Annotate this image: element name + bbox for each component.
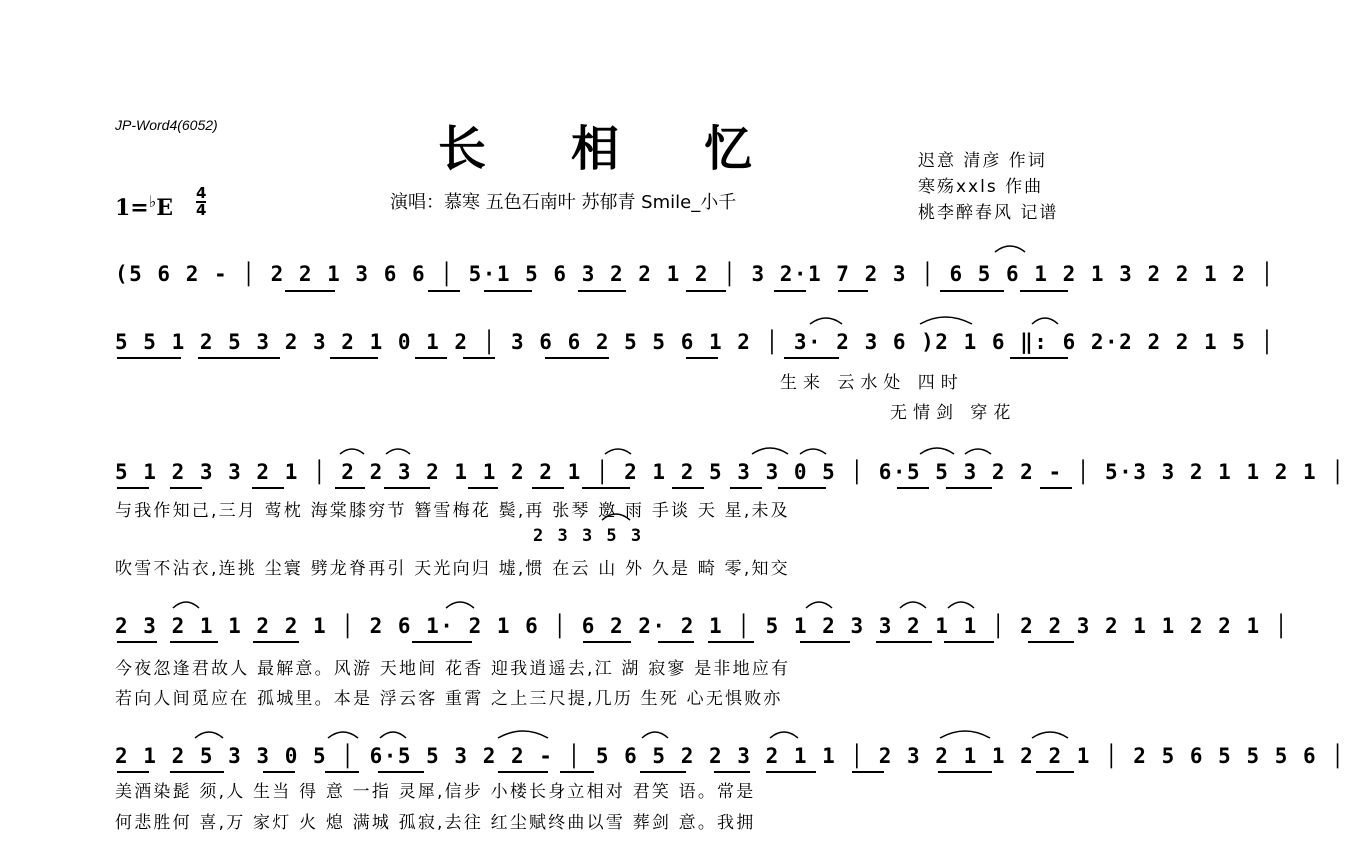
- slur: [810, 318, 842, 324]
- score-line-3: 5 1 2 3 3 2 1 │ 2 2 3 2 1 1 2 2 1 │ 2 1 2 5 3 3 0 5 │ 6·5 5 3 2 2 - │ 5·3 3 2 1 1 2 1 │: [115, 460, 1345, 484]
- lyricist-credit: 迟意 清彦 作词: [918, 151, 1047, 171]
- beam: [170, 641, 218, 643]
- score-line-4: 2 3 2 1 1 2 2 1 │ 2 6 1· 2 1 6 │ 6 2 2· 2 1 │ 5 1 2 3 3 2 1 1 │ 2 2 3 2 1 1 2 2 1 │: [115, 614, 1289, 638]
- beam: [1028, 641, 1074, 643]
- beam: [766, 771, 816, 773]
- singer-line: 演唱：慕寒 五色石南叶 苏郁青 Smile_小千: [390, 192, 737, 213]
- beam: [582, 487, 630, 489]
- score-line-1: (5 6 2 - │ 2 2 1 3 6 6 │ 5·1 5 6 3 2 2 1 2 │ 3 2·1 7 2 3 │ 6 5 6 1 2 1 3 2 2 1 2 │: [115, 262, 1275, 286]
- beam: [560, 771, 594, 773]
- transcriber-credit: 桃李醉春风 记谱: [918, 203, 1059, 223]
- time-signature: [196, 186, 206, 218]
- slur: [920, 317, 972, 324]
- line4-lyric-2: 若向人间觅应在 孤城里。本是 浮云客 重霄 之上三尺提,几历 生死 心无惧败亦: [115, 689, 783, 709]
- slur: [195, 732, 223, 738]
- beam: [658, 641, 694, 643]
- beam: [583, 641, 631, 643]
- line2-lyric-2: 无情剑 穿花: [890, 403, 1017, 423]
- slur: [920, 448, 954, 454]
- line3-alt-notes: 2 3 3 5 3: [533, 526, 644, 546]
- slur: [328, 732, 358, 738]
- beam: [838, 290, 868, 292]
- song-title: 长相忆: [438, 121, 838, 177]
- slur: [605, 449, 631, 454]
- beam: [117, 487, 149, 489]
- beam: [252, 487, 284, 489]
- beam: [938, 771, 992, 773]
- key-signature: [115, 192, 173, 221]
- beam: [774, 290, 806, 292]
- slur: [173, 602, 199, 608]
- beam: [940, 290, 1004, 292]
- score-line-2: 5 5 1 2 5 3 2 3 2 1 0 1 2 │ 3 6 6 2 5 5 6 1 2 │ 3· 2 3 6 )2 1 6 ‖: 6 2·2 2 2 1 5 │: [115, 330, 1275, 354]
- beam: [578, 290, 626, 292]
- beam: [468, 487, 498, 489]
- beam: [285, 290, 335, 292]
- slur: [380, 732, 406, 738]
- beam: [253, 641, 299, 643]
- beam: [325, 771, 359, 773]
- line4-lyric-1: 今夜忽逢君故人 最解意。风游 天地间 花香 迎我逍遥去,江 湖 寂寥 是非地应有: [115, 659, 791, 679]
- beam: [672, 487, 704, 489]
- beam: [1036, 771, 1074, 773]
- beam: [170, 771, 224, 773]
- beam: [686, 357, 718, 359]
- beam: [1010, 357, 1068, 359]
- slur: [642, 732, 668, 738]
- line3-lyric-2: 吹雪不沾衣,连挑 尘寰 劈龙脊再引 天光向归 墟,惯 在云 山 外 久是 畸 零,知交: [115, 559, 790, 579]
- slur: [900, 602, 926, 608]
- beam: [800, 641, 850, 643]
- beam: [1040, 487, 1072, 489]
- beam: [415, 357, 447, 359]
- beam: [897, 487, 929, 489]
- beam: [117, 357, 181, 359]
- beam: [1020, 290, 1068, 292]
- beam: [532, 487, 564, 489]
- slur: [965, 449, 991, 454]
- beam: [545, 357, 609, 359]
- slur: [386, 449, 410, 454]
- composer-credit: 寒殇xxls 作曲: [918, 177, 1044, 197]
- beam: [428, 290, 460, 292]
- beam: [944, 641, 994, 643]
- slur: [498, 731, 548, 738]
- slur: [948, 602, 974, 608]
- slur: [1032, 732, 1068, 738]
- line2-lyric-1: 生来 云水处 四时: [780, 373, 964, 393]
- beam: [384, 487, 430, 489]
- beam: [778, 487, 826, 489]
- meter-top: 4: [196, 184, 207, 202]
- slur: [446, 602, 474, 608]
- slur: [340, 449, 364, 454]
- key-label: 1=: [115, 195, 149, 221]
- score-line-5: 2 1 2 5 3 3 0 5 │ 6·5 5 3 2 2 - │ 5 6 5 2 2 3 2 1 1 │ 2 3 2 1 1 2 2 1 │ 2 5 6 5 5 5 6 │: [115, 744, 1345, 768]
- beam: [852, 771, 884, 773]
- line5-lyric-1: 美酒染髭 须,人 生当 得 意 一指 灵犀,信步 小楼长身立相对 君笑 语。常是: [115, 782, 756, 802]
- flat-sign: ♭: [148, 192, 157, 211]
- key-note: E: [156, 195, 174, 221]
- beam: [117, 771, 149, 773]
- beam: [686, 290, 726, 292]
- beam: [117, 641, 157, 643]
- beam: [484, 290, 532, 292]
- credits-block: [918, 148, 1058, 226]
- software-version: JP-Word4(6052): [115, 117, 218, 133]
- beam: [876, 641, 932, 643]
- slur: [800, 449, 826, 454]
- slur: [1032, 318, 1058, 324]
- meter-bottom: 4: [196, 201, 207, 219]
- beam: [946, 487, 992, 489]
- beam: [378, 771, 424, 773]
- beam: [498, 771, 548, 773]
- beam: [330, 357, 378, 359]
- beam: [784, 357, 839, 359]
- beam: [198, 357, 280, 359]
- slur: [806, 602, 832, 608]
- beam: [708, 641, 754, 643]
- slur: [770, 732, 798, 738]
- beam: [730, 487, 762, 489]
- slur: [940, 731, 990, 738]
- beam: [412, 641, 472, 643]
- beam: [640, 771, 686, 773]
- beam: [335, 487, 365, 489]
- beam: [714, 771, 750, 773]
- slur: [752, 448, 788, 454]
- beam: [263, 771, 295, 773]
- slur: [995, 246, 1025, 252]
- line3-lyric-1: 与我作知己,三月 莺枕 海棠膝穷节 簪雪梅花 鬓,再 张琴 邀 雨 手谈 天 星,未及: [115, 501, 790, 521]
- beam: [170, 487, 202, 489]
- beam: [463, 357, 495, 359]
- line5-lyric-2: 何悲胜何 喜,万 家灯 火 熄 满城 孤寂,去往 红尘赋终曲以雪 葬剑 意。我拥: [115, 813, 756, 833]
